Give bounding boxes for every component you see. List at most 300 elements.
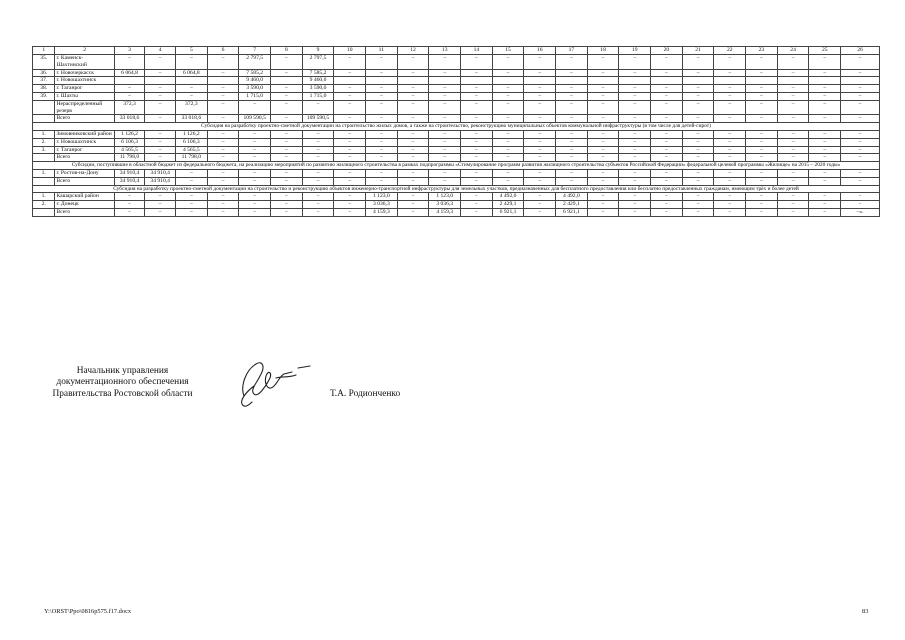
value-cell: –: [429, 92, 461, 100]
value-cell: –: [239, 100, 271, 115]
value-cell: –: [619, 92, 651, 100]
value-cell: –: [651, 154, 683, 162]
value-cell: 33 018,6: [176, 115, 208, 123]
value-cell: –: [746, 201, 778, 209]
value-cell: –: [397, 177, 429, 185]
value-cell: –: [334, 177, 366, 185]
value-cell: –: [207, 193, 239, 201]
value-cell: [145, 77, 176, 85]
section-title-row: [33, 123, 880, 131]
value-cell: –: [492, 169, 524, 177]
value-cell: –: [746, 193, 778, 201]
value-cell: –: [809, 138, 841, 146]
column-number-cell: 17: [556, 47, 588, 55]
value-cell: –: [176, 201, 208, 209]
value-cell: –: [366, 92, 398, 100]
section-title: Субсидия на разработку проектно-сметной документации на строительство и реконструкцию объектов инженерно-транспортной инфраструктуры для земельных участков, предназначенных для бесплатного предоставления или бесплатно предоставленных гражданам, имеющим трёх и более детей: [33, 185, 880, 193]
column-number-cell: 20: [651, 47, 683, 55]
value-cell: –: [302, 154, 334, 162]
value-cell: –: [714, 92, 746, 100]
row-number-cell: 35.: [33, 55, 55, 70]
value-cell: –: [619, 201, 651, 209]
value-cell: –: [207, 208, 239, 216]
value-cell: [334, 77, 366, 85]
value-cell: –: [397, 100, 429, 115]
page-number: 83: [862, 608, 869, 615]
value-cell: [461, 77, 493, 85]
value-cell: –: [176, 55, 208, 70]
value-cell: –: [746, 115, 778, 123]
row-number-cell: 1.: [33, 169, 55, 177]
column-number-cell: 3: [114, 47, 145, 55]
value-cell: –: [366, 154, 398, 162]
value-cell: –: [145, 208, 176, 216]
value-cell: –: [777, 154, 809, 162]
row-number-cell: [33, 115, 55, 123]
column-number-cell: 13: [429, 47, 461, 55]
row-number-cell: 36.: [33, 69, 55, 77]
row-name-cell: г. Шахты: [55, 92, 114, 100]
value-cell: –: [366, 169, 398, 177]
value-cell: –: [207, 138, 239, 146]
row-name-cell: г. Новошахтинск: [55, 138, 114, 146]
value-cell: –: [429, 169, 461, 177]
value-cell: –: [746, 100, 778, 115]
value-cell: –: [176, 193, 208, 201]
value-cell: –: [302, 177, 334, 185]
row-name-cell: Нераспределенный резерв: [55, 100, 114, 115]
value-cell: –: [746, 154, 778, 162]
value-cell: –: [366, 55, 398, 70]
column-number-cell: 10: [334, 47, 366, 55]
value-cell: –: [145, 85, 176, 93]
value-cell: –: [207, 130, 239, 138]
value-cell: –: [777, 100, 809, 115]
value-cell: –: [176, 177, 208, 185]
value-cell: 6 064,8: [114, 69, 145, 77]
value-cell: –: [461, 55, 493, 70]
value-cell: –: [841, 85, 880, 93]
value-cell: –: [492, 69, 524, 77]
value-cell: –: [397, 169, 429, 177]
value-cell: –: [777, 55, 809, 70]
value-cell: –: [556, 69, 588, 77]
value-cell: –: [777, 177, 809, 185]
value-cell: –: [714, 169, 746, 177]
table-row: [33, 201, 880, 209]
table-row: [33, 154, 880, 162]
value-cell: –: [397, 138, 429, 146]
value-cell: –: [461, 92, 493, 100]
row-name-cell: Всего: [55, 115, 114, 123]
value-cell: –: [334, 169, 366, 177]
value-cell: –: [302, 208, 334, 216]
value-cell: –: [271, 100, 303, 115]
value-cell: 6 106,3: [176, 138, 208, 146]
value-cell: –: [841, 146, 880, 154]
value-cell: –: [492, 100, 524, 115]
value-cell: –: [207, 177, 239, 185]
value-cell: –: [556, 100, 588, 115]
value-cell: –: [714, 100, 746, 115]
value-cell: –: [207, 201, 239, 209]
value-cell: [746, 77, 778, 85]
value-cell: –: [682, 85, 714, 93]
value-cell: –: [682, 100, 714, 115]
value-cell: –: [556, 146, 588, 154]
value-cell: [651, 77, 683, 85]
column-number-cell: 25: [809, 47, 841, 55]
value-cell: –: [397, 130, 429, 138]
value-cell: –: [366, 115, 398, 123]
value-cell: –: [682, 154, 714, 162]
value-cell: –: [651, 138, 683, 146]
value-cell: 3 590,0: [302, 85, 334, 93]
value-cell: –: [207, 146, 239, 154]
value-cell: –: [841, 115, 880, 123]
value-cell: –: [429, 177, 461, 185]
row-name-cell: Зимовниковский район: [55, 130, 114, 138]
column-number-cell: 23: [746, 47, 778, 55]
value-cell: –: [619, 154, 651, 162]
table-row: [33, 77, 880, 85]
value-cell: –: [746, 138, 778, 146]
value-cell: [809, 77, 841, 85]
value-cell: [682, 77, 714, 85]
value-cell: –: [587, 92, 619, 100]
value-cell: –: [239, 138, 271, 146]
value-cell: –: [302, 146, 334, 154]
value-cell: 6 064,8: [176, 69, 208, 77]
value-cell: –: [682, 115, 714, 123]
value-cell: –: [619, 55, 651, 70]
value-cell: 1 123,0: [366, 193, 398, 201]
value-cell: –: [682, 193, 714, 201]
value-cell: –: [461, 169, 493, 177]
value-cell: –: [302, 193, 334, 201]
row-name-cell: г. Каменск-Шахтинский: [55, 55, 114, 70]
table-row: [33, 138, 880, 146]
value-cell: –: [524, 208, 556, 216]
value-cell: –: [461, 177, 493, 185]
value-cell: –: [777, 146, 809, 154]
value-cell: –: [841, 138, 880, 146]
value-cell: –: [492, 85, 524, 93]
value-cell: –: [366, 130, 398, 138]
value-cell: –: [809, 201, 841, 209]
value-cell: 372,3: [114, 100, 145, 115]
value-cell: –: [714, 69, 746, 77]
value-cell: 2 429,1: [492, 201, 524, 209]
value-cell: 3 036,3: [429, 201, 461, 209]
value-cell: –: [271, 169, 303, 177]
signatory-position: [40, 366, 205, 400]
value-cell: –: [207, 169, 239, 177]
value-cell: [366, 77, 398, 85]
value-cell: –: [461, 69, 493, 77]
value-cell: –: [682, 138, 714, 146]
value-cell: –: [556, 85, 588, 93]
value-cell: –: [334, 193, 366, 201]
value-cell: –: [145, 69, 176, 77]
value-cell: –: [302, 201, 334, 209]
value-cell: –: [114, 85, 145, 93]
section-title-row: [33, 185, 880, 193]
value-cell: –: [207, 85, 239, 93]
value-cell: –: [114, 208, 145, 216]
table-row: [33, 55, 880, 70]
value-cell: –: [461, 193, 493, 201]
table-row: [33, 100, 880, 115]
column-number-cell: 1: [33, 47, 55, 55]
value-cell: –: [619, 100, 651, 115]
value-cell: –: [714, 201, 746, 209]
value-cell: –: [651, 115, 683, 123]
table-row: [33, 177, 880, 185]
value-cell: –: [619, 85, 651, 93]
row-name-cell: г. Донецк: [55, 201, 114, 209]
value-cell: –: [239, 130, 271, 138]
value-cell: [619, 77, 651, 85]
column-number-cell: 14: [461, 47, 493, 55]
value-cell: –: [651, 208, 683, 216]
value-cell: –: [809, 146, 841, 154]
position-line: документационного обеспечения: [56, 377, 189, 388]
value-cell: –: [524, 169, 556, 177]
value-cell: [429, 77, 461, 85]
value-cell: –: [145, 193, 176, 201]
value-cell: –: [619, 138, 651, 146]
value-cell: –: [524, 55, 556, 70]
value-cell: [397, 77, 429, 85]
row-number-cell: [33, 154, 55, 162]
value-cell: –: [746, 85, 778, 93]
value-cell: –: [461, 130, 493, 138]
handwritten-signature: [232, 356, 324, 414]
value-cell: –: [746, 146, 778, 154]
value-cell: 6 921,1: [492, 208, 524, 216]
position-line: Начальник управления: [76, 366, 169, 376]
value-cell: –: [366, 146, 398, 154]
value-cell: –: [176, 208, 208, 216]
value-cell: –: [114, 201, 145, 209]
value-cell: –: [841, 69, 880, 77]
row-number-cell: [33, 100, 55, 115]
value-cell: 1 126,2: [114, 130, 145, 138]
value-cell: –: [397, 208, 429, 216]
column-number-cell: 7: [239, 47, 271, 55]
value-cell: –: [239, 169, 271, 177]
value-cell: [524, 77, 556, 85]
value-cell: –: [714, 138, 746, 146]
value-cell: –: [271, 69, 303, 77]
value-cell: –: [429, 138, 461, 146]
value-cell: –: [207, 154, 239, 162]
value-cell: 33 018,6: [114, 115, 145, 123]
value-cell: 9 460,0: [239, 77, 271, 85]
value-cell: –: [714, 146, 746, 154]
value-cell: [777, 77, 809, 85]
row-number-cell: 2.: [33, 201, 55, 209]
column-number-cell: 8: [271, 47, 303, 55]
value-cell: –: [587, 208, 619, 216]
value-cell: –: [271, 55, 303, 70]
value-cell: –: [809, 208, 841, 216]
value-cell: 2 429,1: [556, 201, 588, 209]
value-cell: –: [366, 100, 398, 115]
value-cell: –: [461, 138, 493, 146]
value-cell: –: [619, 146, 651, 154]
value-cell: –: [841, 92, 880, 100]
value-cell: –: [651, 92, 683, 100]
value-cell: 3 590,0: [239, 85, 271, 93]
row-name-cell: Всего: [55, 154, 114, 162]
value-cell: –: [114, 55, 145, 70]
value-cell: –: [524, 193, 556, 201]
value-cell: –: [145, 154, 176, 162]
value-cell: 34 910,4: [114, 169, 145, 177]
value-cell: –: [334, 208, 366, 216]
value-cell: –: [271, 154, 303, 162]
value-cell: 34 910,4: [145, 169, 176, 177]
value-cell: 1 123,0: [429, 193, 461, 201]
value-cell: –: [429, 69, 461, 77]
row-name-cell: г. Новочеркасск: [55, 69, 114, 77]
value-cell: –: [492, 146, 524, 154]
column-number-cell: 2: [55, 47, 114, 55]
value-cell: –: [271, 146, 303, 154]
section-title: Субсидия на разработку проектно-сметной документации на строительство жилых домов, а также на строительство, реконструкцию муниципальных объектов коммунальной инфраструктуры (в том числе для детей-сирот): [33, 123, 880, 131]
value-cell: –: [145, 146, 176, 154]
signatory-name: Т.А. Родионченко: [330, 389, 401, 399]
value-cell: 7 585,2: [302, 69, 334, 77]
value-cell: 7 585,2: [239, 69, 271, 77]
value-cell: 2 797,5: [302, 55, 334, 70]
value-cell: –: [809, 85, 841, 93]
value-cell: –: [619, 115, 651, 123]
value-cell: –: [492, 92, 524, 100]
column-number-row: [33, 47, 880, 55]
value-cell: –: [334, 115, 366, 123]
value-cell: –: [429, 154, 461, 162]
column-number-cell: 26: [841, 47, 880, 55]
value-cell: –: [302, 130, 334, 138]
value-cell: –: [587, 115, 619, 123]
value-cell: –: [714, 85, 746, 93]
value-cell: –: [207, 92, 239, 100]
value-cell: –: [271, 130, 303, 138]
value-cell: –: [492, 115, 524, 123]
value-cell: –: [809, 177, 841, 185]
value-cell: –: [556, 115, 588, 123]
value-cell: –: [587, 177, 619, 185]
value-cell: –: [429, 100, 461, 115]
value-cell: –: [619, 208, 651, 216]
value-cell: –: [334, 201, 366, 209]
value-cell: –: [841, 201, 880, 209]
value-cell: –: [397, 201, 429, 209]
value-cell: –: [587, 169, 619, 177]
table-row: [33, 146, 880, 154]
value-cell: –: [651, 201, 683, 209]
value-cell: –: [841, 100, 880, 115]
value-cell: –: [524, 115, 556, 123]
column-number-cell: 24: [777, 47, 809, 55]
value-cell: –: [239, 193, 271, 201]
table-row: [33, 169, 880, 177]
value-cell: 109 590,5: [239, 115, 271, 123]
value-cell: 1 715,0: [302, 92, 334, 100]
value-cell: –: [334, 85, 366, 93]
position-line: Правительства Ростовской области: [52, 388, 193, 399]
value-cell: –: [334, 130, 366, 138]
value-cell: –: [145, 138, 176, 146]
row-number-cell: 3.: [33, 146, 55, 154]
value-cell: –: [746, 55, 778, 70]
value-cell: [714, 77, 746, 85]
table-row: [33, 193, 880, 201]
row-name-cell: г. Таганрог: [55, 146, 114, 154]
value-cell: –: [302, 169, 334, 177]
value-cell: –: [682, 92, 714, 100]
value-cell: –: [334, 55, 366, 70]
column-number-cell: 5: [176, 47, 208, 55]
value-cell: –: [619, 69, 651, 77]
value-cell: –: [556, 169, 588, 177]
value-cell: –: [334, 146, 366, 154]
value-cell: –: [492, 177, 524, 185]
value-cell: [587, 77, 619, 85]
value-cell: –: [524, 154, 556, 162]
value-cell: 1 126,2: [176, 130, 208, 138]
value-cell: [176, 77, 208, 85]
value-cell: –: [524, 85, 556, 93]
value-cell: –: [809, 193, 841, 201]
value-cell: –: [429, 85, 461, 93]
value-cell: –: [556, 154, 588, 162]
value-cell: [492, 77, 524, 85]
value-cell: 4 565,5: [176, 146, 208, 154]
value-cell: 11 798,0: [176, 154, 208, 162]
table-row: [33, 208, 880, 216]
value-cell: –: [429, 115, 461, 123]
table-row: [33, 130, 880, 138]
value-cell: –: [461, 115, 493, 123]
value-cell: –: [682, 130, 714, 138]
value-cell: 3 036,3: [366, 201, 398, 209]
value-cell: –: [651, 55, 683, 70]
value-cell: –: [366, 138, 398, 146]
value-cell: –: [587, 55, 619, 70]
value-cell: –: [809, 130, 841, 138]
value-cell: –: [587, 100, 619, 115]
value-cell: [841, 77, 880, 85]
value-cell: –: [302, 100, 334, 115]
value-cell: –: [145, 100, 176, 115]
value-cell: 1 715,0: [239, 92, 271, 100]
value-cell: –: [271, 201, 303, 209]
column-number-cell: 19: [619, 47, 651, 55]
value-cell: –: [809, 154, 841, 162]
value-cell: 2 797,5: [239, 55, 271, 70]
value-cell: –: [682, 55, 714, 70]
value-cell: –: [271, 208, 303, 216]
value-cell: –: [397, 55, 429, 70]
value-cell: –: [651, 146, 683, 154]
value-cell: –: [271, 85, 303, 93]
value-cell: –: [682, 69, 714, 77]
value-cell: 4 492,0: [556, 193, 588, 201]
